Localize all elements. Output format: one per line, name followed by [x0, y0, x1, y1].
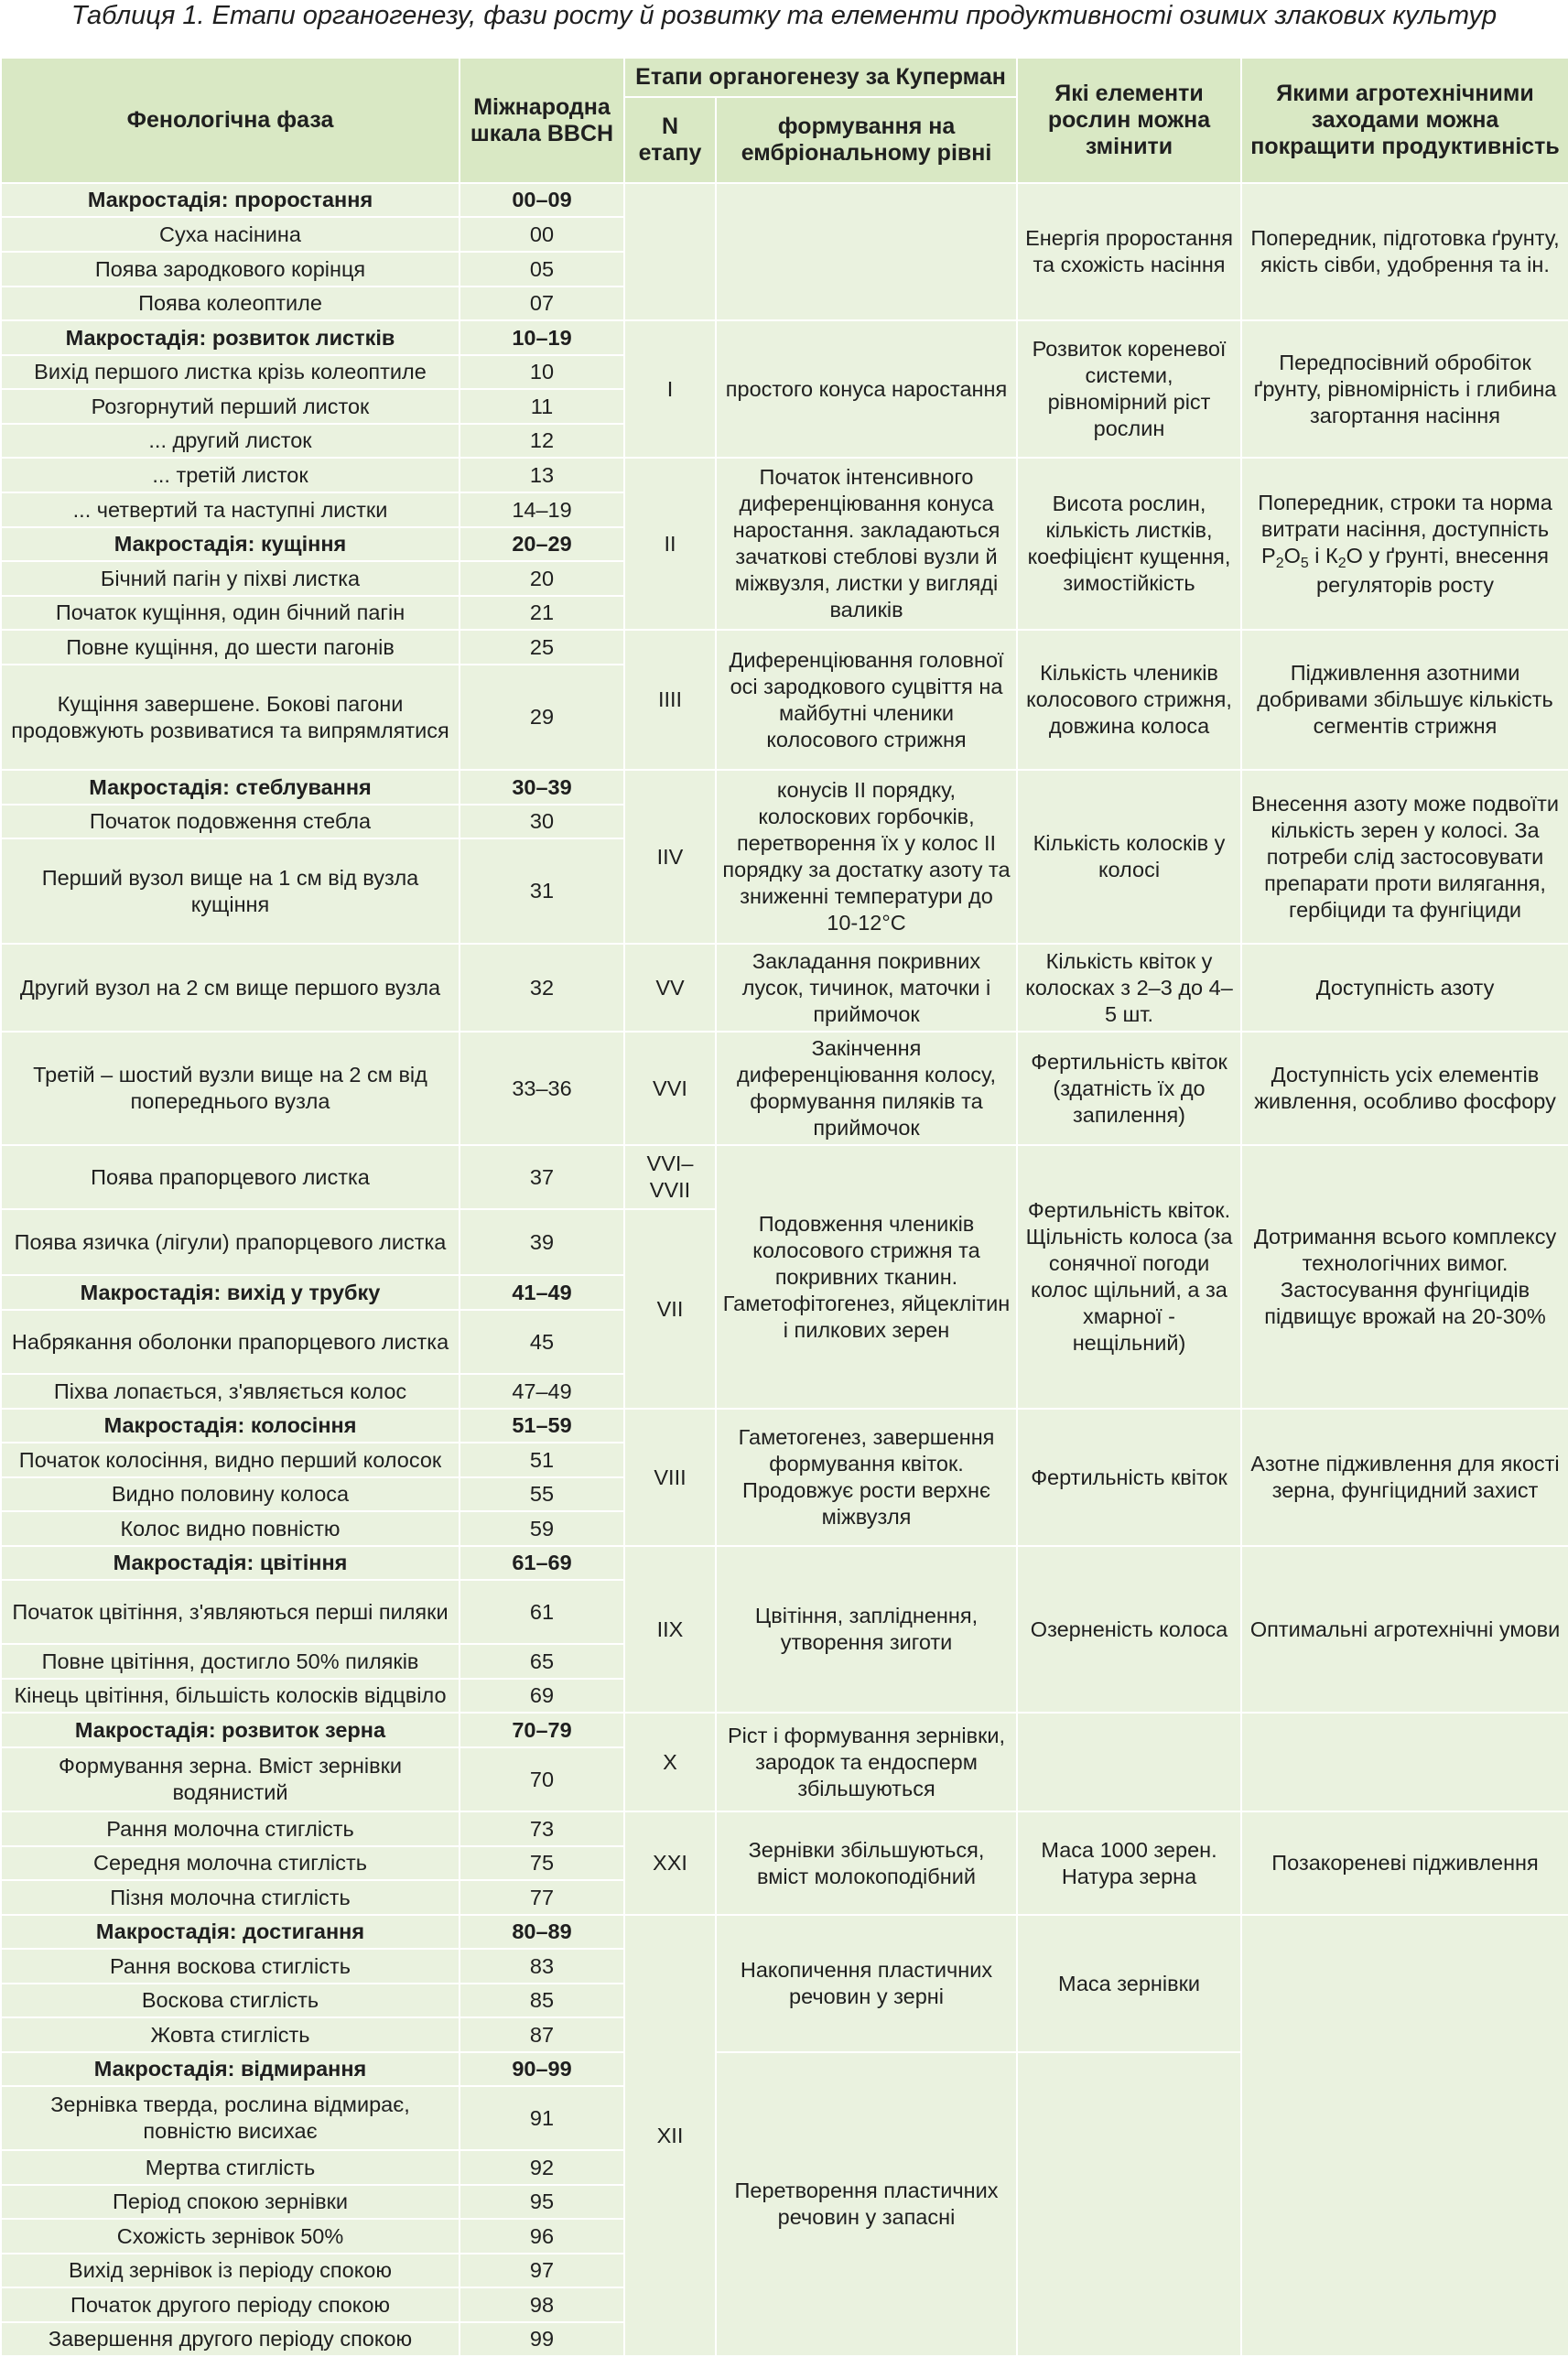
phase-cell: Макростадія: проростання: [1, 183, 460, 217]
phase-cell: Повне цвітіння, достигло 50% пиляків: [1, 1644, 460, 1679]
phase-cell: ... другий листок: [1, 424, 460, 458]
bbch-cell: 70–79: [460, 1713, 624, 1747]
phase-cell: Макростадія: розвиток зерна: [1, 1713, 460, 1747]
stage-cell: IIII: [624, 630, 716, 770]
phase-cell: ... третій листок: [1, 458, 460, 492]
phase-cell: Макростадія: цвітіння: [1, 1546, 460, 1580]
bbch-cell: 98: [460, 2287, 624, 2322]
bbch-cell: 87: [460, 2017, 624, 2052]
phase-cell: Колос видно повністю: [1, 1511, 460, 1546]
phase-cell: Поява колеоптиле: [1, 287, 460, 320]
elements-cell: Фертильність квіток: [1017, 1409, 1241, 1546]
header-measures: Якими агротехнічними заходами можна покращити продуктивність: [1241, 58, 1568, 183]
phase-cell: Початок кущіння, один бічний пагін: [1, 596, 460, 630]
subscript: 2: [1275, 555, 1284, 571]
stage-cell: IIV: [624, 770, 716, 944]
phase-cell: Суха насінина: [1, 217, 460, 252]
stage-cell: VVI–VVII: [624, 1145, 716, 1209]
measures-text: О у ґрунті, внесення регуляторів росту: [1316, 543, 1550, 597]
elements-cell-empty: [1017, 2052, 1241, 2356]
measures-cell: [1241, 458, 1568, 630]
embryo-cell: Ріст і формування зернівки, зародок та ендосперм збільшуються: [716, 1713, 1017, 1811]
phase-cell: Поява прапорцевого листка: [1, 1145, 460, 1209]
phase-cell: Піхва лопається, з'являється колос: [1, 1374, 460, 1409]
phase-cell: Поява язичка (лігули) прапорцевого листка: [1, 1209, 460, 1275]
bbch-cell: 92: [460, 2150, 624, 2185]
measures-text: Попередник, строки та норма витрати насіння, доступність Р: [1258, 490, 1552, 568]
embryo-cell: Закінчення диференціювання колосу, формування пиляків та приймочок: [716, 1032, 1017, 1145]
stage-cell: X: [624, 1713, 716, 1811]
phase-cell: Воскова стиглість: [1, 1984, 460, 2017]
stage-cell: I: [624, 320, 716, 458]
bbch-cell: 95: [460, 2185, 624, 2219]
bbch-cell: 30: [460, 805, 624, 838]
table-caption: Таблиця 1. Етапи органогенезу, фази росту й розвитку та елементи продуктивності озимих злакових культур: [70, 1, 1498, 30]
bbch-cell: 12: [460, 424, 624, 458]
measures-text: і К: [1308, 543, 1338, 568]
bbch-cell: 70: [460, 1747, 624, 1811]
bbch-cell: 10–19: [460, 320, 624, 355]
phase-cell: Формування зерна. Вміст зернівки водянистий: [1, 1747, 460, 1811]
phase-cell: Макростадія: кущіння: [1, 527, 460, 561]
phase-cell: Видно половину колоса: [1, 1477, 460, 1511]
phase-cell: Вихід зернівок із періоду спокою: [1, 2254, 460, 2287]
phase-cell: Макростадія: вихід у трубку: [1, 1275, 460, 1310]
embryo-cell: Перетворення пластичних речовин у запасні: [716, 2052, 1017, 2356]
bbch-cell: 32: [460, 944, 624, 1032]
bbch-cell: 10: [460, 355, 624, 389]
phase-cell: Початок цвітіння, з'являються перші пиляки: [1, 1580, 460, 1644]
phase-cell: Зернівка тверда, рослина відмирає, повністю висихає: [1, 2086, 460, 2150]
header-bbch: Міжнародна шкала BBCH: [460, 58, 624, 183]
measures-cell: Азотне підживлення для якості зерна, фунгіцидний захист: [1241, 1409, 1568, 1546]
phase-cell: Макростадія: колосіння: [1, 1409, 460, 1443]
embryo-cell: Накопичення пластичних речовин у зерні: [716, 1915, 1017, 2052]
bbch-cell: 75: [460, 1846, 624, 1880]
phase-cell: Початок подовження стебла: [1, 805, 460, 838]
measures-cell: Передпосівний обробіток ґрунту, рівномірність і глибина загортання насіння: [1241, 320, 1568, 458]
bbch-cell: 83: [460, 1949, 624, 1984]
bbch-cell: 51: [460, 1443, 624, 1477]
bbch-cell: 20–29: [460, 527, 624, 561]
header-n-stage: N етапу: [624, 97, 716, 183]
bbch-cell: 73: [460, 1811, 624, 1846]
stage-cell: VIII: [624, 1409, 716, 1546]
bbch-cell: 61: [460, 1580, 624, 1644]
bbch-cell: 05: [460, 252, 624, 287]
elements-cell-empty: [1017, 1713, 1241, 1811]
bbch-cell: 55: [460, 1477, 624, 1511]
stage-cell: VVI: [624, 1032, 716, 1145]
phase-cell: Поява зародкового корінця: [1, 252, 460, 287]
stage-cell: VII: [624, 1209, 716, 1409]
bbch-cell: 11: [460, 389, 624, 424]
bbch-cell: 20: [460, 561, 624, 596]
phase-cell: Завершення другого періоду спокою: [1, 2322, 460, 2356]
organogenesis-table: [0, 57, 1568, 2357]
stage-cell: II: [624, 458, 716, 630]
bbch-cell: 47–49: [460, 1374, 624, 1409]
stage-cell: XXI: [624, 1811, 716, 1915]
embryo-cell: конусів II порядку, колоскових горбочків, перетворення їх у колос II порядку за достатку азоту та зниженні температури до 10-12°С: [716, 770, 1017, 944]
bbch-cell: 90–99: [460, 2052, 624, 2086]
bbch-cell: 96: [460, 2219, 624, 2254]
bbch-cell: 07: [460, 287, 624, 320]
phase-cell: Середня молочна стиглість: [1, 1846, 460, 1880]
phase-cell: Розгорнутий перший листок: [1, 389, 460, 424]
subscript: 2: [1337, 555, 1346, 571]
measures-cell-empty: [1241, 1915, 1568, 2356]
phase-cell: Бічний пагін у піхві листка: [1, 561, 460, 596]
phase-cell: Третій – шостий вузли вище на 2 см від попереднього вузла: [1, 1032, 460, 1145]
bbch-cell: 30–39: [460, 770, 624, 805]
phase-cell: Кущіння завершене. Бокові пагони продовжують розвиватися та випрямлятися: [1, 665, 460, 770]
bbch-cell: 39: [460, 1209, 624, 1275]
bbch-cell: 85: [460, 1984, 624, 2017]
bbch-cell: 99: [460, 2322, 624, 2356]
elements-cell: Висота рослин, кількість листків, коефіцієнт кущення, зимостійкість: [1017, 458, 1241, 630]
phase-cell: Початок другого періоду спокою: [1, 2287, 460, 2322]
elements-cell: Фертильність квіток (здатність їх до запилення): [1017, 1032, 1241, 1145]
bbch-cell: 65: [460, 1644, 624, 1679]
elements-cell: Енергія проростання та схожість насіння: [1017, 183, 1241, 320]
embryo-cell: простого конуса наростання: [716, 320, 1017, 458]
stage-cell: XII: [624, 1915, 716, 2356]
phase-cell: Мертва стиглість: [1, 2150, 460, 2185]
embryo-cell: Початок інтенсивного диференціювання конуса наростання. закладаються зачаткові стеблові вузли й міжвузля, листки у вигляді валиків: [716, 458, 1017, 630]
elements-cell: Озерненість колоса: [1017, 1546, 1241, 1713]
measures-cell: Попередник, підготовка ґрунту, якість сівби, удобрення та ін.: [1241, 183, 1568, 320]
header-kuperman: Етапи органогенезу за Куперман: [624, 58, 1017, 97]
bbch-cell: 00–09: [460, 183, 624, 217]
header-phase: Фенологічна фаза: [1, 58, 460, 183]
bbch-cell: 21: [460, 596, 624, 630]
stage-cell: IIX: [624, 1546, 716, 1713]
phase-cell: ... четвертий та наступні листки: [1, 492, 460, 527]
bbch-cell: 29: [460, 665, 624, 770]
measures-cell-empty: [1241, 1713, 1568, 1811]
measures-cell: Підживлення азотними добривами збільшує кількість сегментів стрижня: [1241, 630, 1568, 770]
embryo-cell: Закладання покривних лусок, тичинок, маточки і приймочок: [716, 944, 1017, 1032]
subscript: 5: [1300, 555, 1309, 571]
embryo-cell: Диференціювання головної осі зародкового суцвіття на майбутні членики колосового стрижня: [716, 630, 1017, 770]
header-elements: Які елементи рослин можна змінити: [1017, 58, 1241, 183]
embryo-cell: Цвітіння, запліднення, утворення зиготи: [716, 1546, 1017, 1713]
phase-cell: Жовта стиглість: [1, 2017, 460, 2052]
header-embryo: формування на ембріональному рівні: [716, 97, 1017, 183]
bbch-cell: 33–36: [460, 1032, 624, 1145]
measures-cell: Оптимальні агротехнічні умови: [1241, 1546, 1568, 1713]
embryo-cell: Подовження члеників колосового стрижня та покривних тканин. Гаметофітогенез, яйцеклітин і пилкових зерен: [716, 1145, 1017, 1409]
phase-cell: Вихід першого листка крізь колеоптиле: [1, 355, 460, 389]
phase-cell: Рання воскова стиглість: [1, 1949, 460, 1984]
bbch-cell: 37: [460, 1145, 624, 1209]
measures-cell: Позакореневі підживлення: [1241, 1811, 1568, 1915]
phase-cell: Другий вузол на 2 см вище першого вузла: [1, 944, 460, 1032]
phase-cell: Початок колосіння, видно перший колосок: [1, 1443, 460, 1477]
measures-text: О: [1283, 543, 1301, 568]
measures-cell: Доступність азоту: [1241, 944, 1568, 1032]
bbch-cell: 77: [460, 1880, 624, 1915]
bbch-cell: 97: [460, 2254, 624, 2287]
bbch-cell: 80–89: [460, 1915, 624, 1949]
elements-cell: Маса 1000 зерен. Натура зерна: [1017, 1811, 1241, 1915]
bbch-cell: 45: [460, 1310, 624, 1374]
phase-cell: Набрякання оболонки прапорцевого листка: [1, 1310, 460, 1374]
phase-cell: Макростадія: розвиток листків: [1, 320, 460, 355]
phase-cell: Пізня молочна стиглість: [1, 1880, 460, 1915]
elements-cell: Кількість члеників колосового стрижня, довжина колоса: [1017, 630, 1241, 770]
elements-cell: Маса зернівки: [1017, 1915, 1241, 2052]
stage-cell: VV: [624, 944, 716, 1032]
bbch-cell: 69: [460, 1679, 624, 1713]
embryo-cell: Гаметогенез, завершення формування квіток. Продовжує рости верхнє міжвузля: [716, 1409, 1017, 1546]
bbch-cell: 13: [460, 458, 624, 492]
elements-cell: Розвиток кореневої системи, рівномірний ріст рослин: [1017, 320, 1241, 458]
elements-cell: Кількість квіток у колосках з 2–3 до 4–5 шт.: [1017, 944, 1241, 1032]
embryo-cell-empty: [716, 183, 1017, 320]
embryo-cell: Зернівки збільшуються, вміст молокоподібний: [716, 1811, 1017, 1915]
elements-cell: Кількість колосків у колосі: [1017, 770, 1241, 944]
bbch-cell: 61–69: [460, 1546, 624, 1580]
measures-cell: Внесення азоту може подвоїти кількість зерен у колосі. За потреби слід застосовувати препарати проти вилягання, гербіциди та фунгіциди: [1241, 770, 1568, 944]
elements-cell: Фертильність квіток. Щільність колоса (за сонячної погоди колос щільний, а за хмарної - нещільний): [1017, 1145, 1241, 1409]
stage-cell-empty: [624, 183, 716, 320]
bbch-cell: 41–49: [460, 1275, 624, 1310]
phase-cell: Рання молочна стиглість: [1, 1811, 460, 1846]
bbch-cell: 91: [460, 2086, 624, 2150]
phase-cell: Макростадія: відмирання: [1, 2052, 460, 2086]
phase-cell: Макростадія: стеблування: [1, 770, 460, 805]
phase-cell: Період спокою зернівки: [1, 2185, 460, 2219]
phase-cell: Повне кущіння, до шести пагонів: [1, 630, 460, 665]
phase-cell: Перший вузол вище на 1 см від вузла кущіння: [1, 838, 460, 944]
bbch-cell: 31: [460, 838, 624, 944]
bbch-cell: 51–59: [460, 1409, 624, 1443]
bbch-cell: 25: [460, 630, 624, 665]
measures-cell: Дотримання всього комплексу технологічних вимог. Застосування фунгіцидів підвищує врожай на 20-30%: [1241, 1145, 1568, 1409]
bbch-cell: 14–19: [460, 492, 624, 527]
phase-cell: Схожість зернівок 50%: [1, 2219, 460, 2254]
phase-cell: Макростадія: достигання: [1, 1915, 460, 1949]
bbch-cell: 00: [460, 217, 624, 252]
bbch-cell: 59: [460, 1511, 624, 1546]
measures-cell: Доступність усіх елементів живлення, особливо фосфору: [1241, 1032, 1568, 1145]
phase-cell: Кінець цвітіння, більшість колосків відцвіло: [1, 1679, 460, 1713]
